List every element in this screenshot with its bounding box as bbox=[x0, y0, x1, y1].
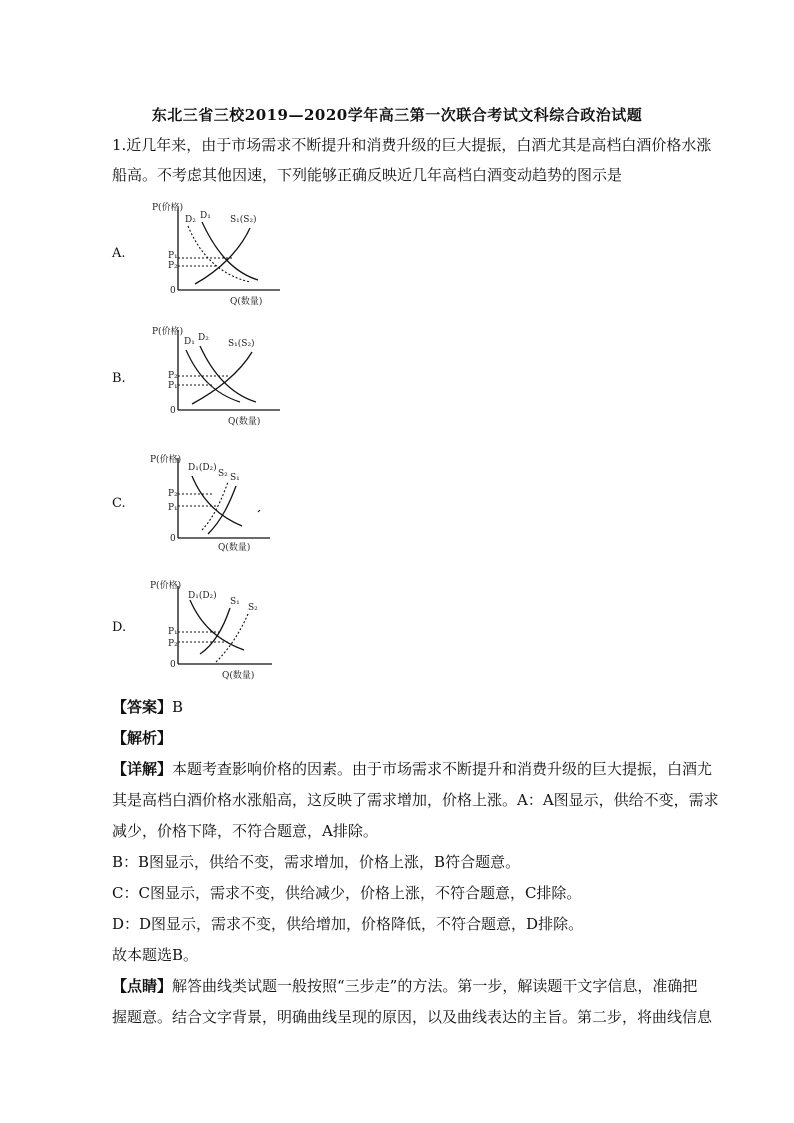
question-line-2: 船高。不考虑其他因速，下列能够正确反映近几年高档白酒变动趋势的图示是 bbox=[112, 166, 623, 184]
document-title: 东北三省三校2019—2020学年高三第一次联合考试文科综合政治试题 bbox=[151, 106, 643, 124]
option-a-graph bbox=[152, 200, 290, 308]
detail-line-1 bbox=[112, 758, 712, 779]
answer-tag: 【答案】 bbox=[112, 698, 173, 716]
tip-tag: 【点睛】 bbox=[112, 977, 173, 995]
price-label: P₁ bbox=[168, 627, 178, 637]
price-label: P₁ bbox=[168, 251, 178, 261]
option-c-label: C. bbox=[112, 496, 126, 511]
origin-label: 0 bbox=[170, 534, 176, 544]
x-axis-label: Q(数量) bbox=[222, 671, 255, 681]
origin-label: 0 bbox=[170, 286, 176, 296]
explanation-d: D：D图显示，需求不变，供给增加，价格降低，不符合题意，D排除。 bbox=[112, 915, 584, 933]
price-label: P₂ bbox=[168, 489, 178, 499]
curve-label: D₂ bbox=[185, 215, 196, 225]
price-label: P₁ bbox=[168, 503, 178, 513]
tip-line-2: 握题意。结合文字背景，明确曲线呈现的原因，以及曲线表达的主旨。第二步，将曲线信息 bbox=[112, 1008, 713, 1026]
curve-label: D₁(D₂) bbox=[188, 463, 217, 473]
explanation-b: B：B图显示，供给不变，需求增加，价格上涨，B符合题意。 bbox=[112, 853, 521, 871]
curve-label: D₁ bbox=[200, 211, 211, 221]
option-d-graph bbox=[150, 578, 290, 686]
price-label: P₂ bbox=[168, 639, 178, 649]
question-line-1: 1.近几年来，由于市场需求不断提升和消费升级的巨大提振，白酒尤其是高档白酒价格水涨 bbox=[112, 136, 712, 154]
tip-line-1 bbox=[112, 975, 697, 996]
curve-label: D₁ bbox=[184, 337, 195, 347]
answer-value: B bbox=[172, 698, 184, 716]
option-c-graph bbox=[150, 450, 290, 558]
detail-text-1: 本题考查影响价格的因素。由于市场需求不断提升和消费升级的巨大提振，白酒尤 bbox=[172, 760, 713, 778]
x-axis-label: Q(数量) bbox=[228, 417, 261, 427]
tip-text-1: 解答曲线类试题一般按照“三步走”的方法。第一步，解读题干文字信息，准确把 bbox=[172, 977, 698, 995]
price-label: P₁ bbox=[168, 381, 178, 391]
origin-label: 0 bbox=[170, 660, 176, 670]
y-axis-label: P(价格) bbox=[152, 327, 184, 337]
y-axis-label: P(价格) bbox=[150, 581, 182, 591]
curve-label: S₂ bbox=[218, 469, 228, 479]
detail-line-3: 减少，价格下降，不符合题意，A排除。 bbox=[112, 822, 378, 840]
option-a-label: A. bbox=[112, 246, 126, 261]
price-label: P₂ bbox=[168, 261, 178, 271]
origin-label: 0 bbox=[170, 406, 176, 416]
curve-label: D₁(D₂) bbox=[188, 591, 217, 601]
x-axis-label: Q(数量) bbox=[218, 543, 251, 553]
detail-tag: 【详解】 bbox=[112, 760, 173, 778]
curve-label: S₁(S₂) bbox=[230, 215, 257, 225]
curve-label: S₂ bbox=[248, 603, 258, 613]
curve-label: S₁ bbox=[230, 597, 240, 607]
option-d-label: D. bbox=[112, 620, 127, 635]
curve-label: S₁(S₂) bbox=[228, 339, 255, 349]
option-b-graph bbox=[152, 322, 290, 430]
price-label: P₂ bbox=[168, 371, 178, 381]
y-axis-label: P(价格) bbox=[152, 203, 184, 213]
explanation-c: C：C图显示，需求不变，供给减少，价格上涨，不符合题意，C排除。 bbox=[112, 884, 582, 902]
curve-label: S₁ bbox=[230, 473, 240, 483]
curve-label: D₂ bbox=[198, 333, 209, 343]
conclusion: 故本题选B。 bbox=[112, 946, 199, 964]
answer-line bbox=[112, 696, 183, 717]
y-axis-label: P(价格) bbox=[150, 455, 182, 465]
analysis-tag: 【解析】 bbox=[112, 729, 173, 747]
x-axis-label: Q(数量) bbox=[230, 297, 263, 307]
detail-line-2: 其是高档白酒价格水涨船高，这反映了需求增加，价格上涨。A：A图显示，供给不变，需求 bbox=[112, 791, 719, 809]
option-b-label: B. bbox=[112, 371, 126, 386]
